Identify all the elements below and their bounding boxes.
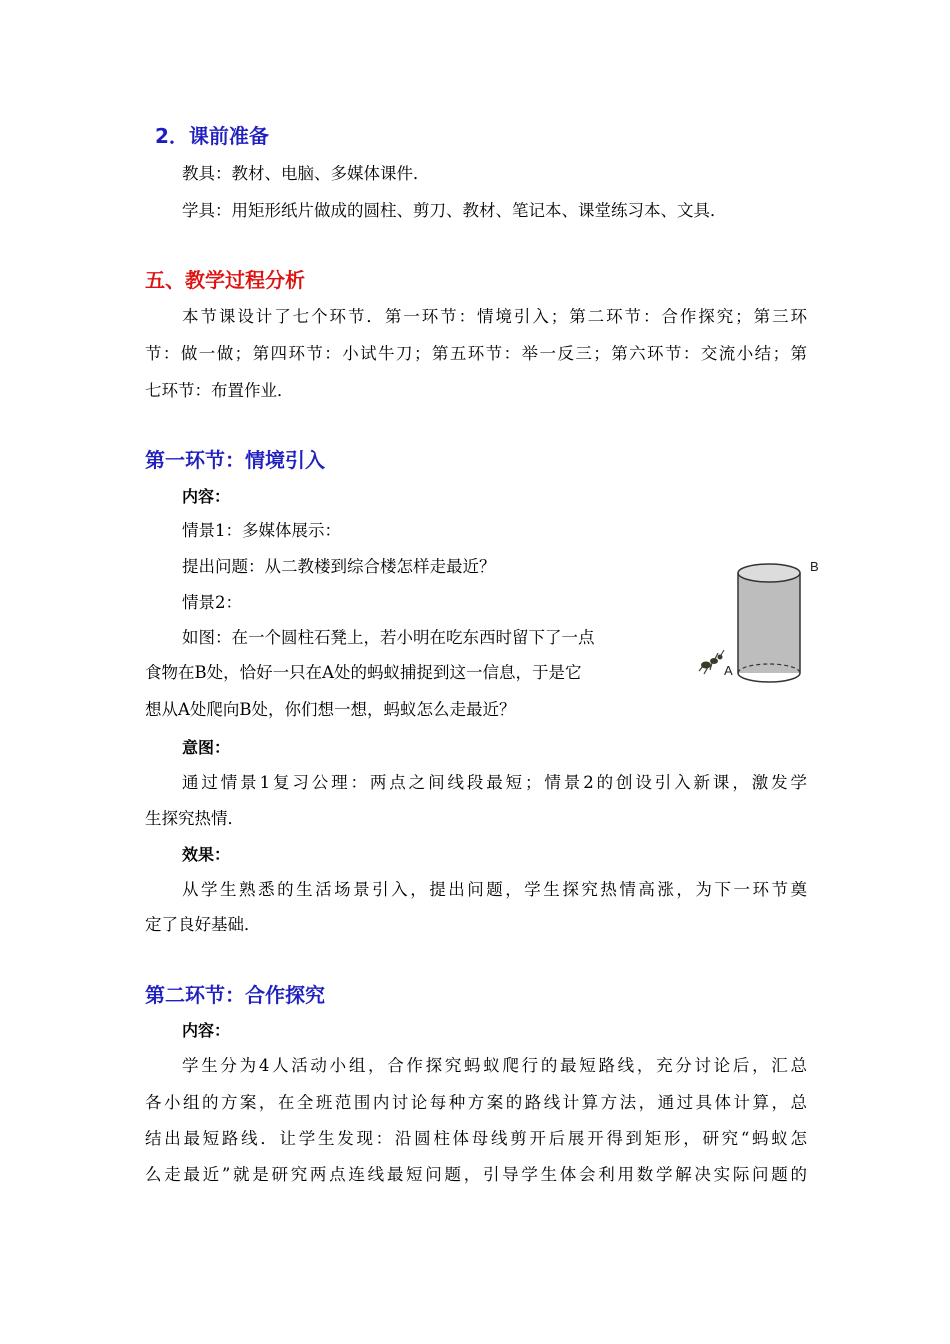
scene2-text-line-2: 食物在B处，恰好一只在A处的蚂蚁捕捉到这一信息，于是它 — [145, 663, 582, 682]
stage2-line-2: 各小组的方案，在全班范围内讨论每种方案的路线计算方法，通过具体计算，总 — [145, 1093, 807, 1112]
scene2-text-line-1: 如图：在一个圆柱石凳上，若小明在吃东西时留下了一点 — [182, 628, 595, 647]
intro-line-3: 七环节：布置作业． — [145, 381, 294, 400]
question-line: 提出问题：从二教楼到综合楼怎样走最近？ — [182, 557, 496, 576]
cylinder-diagram — [690, 553, 830, 693]
cylinder-figure — [690, 553, 830, 693]
cylinder-top — [738, 564, 800, 582]
label-a: A — [724, 663, 733, 678]
section-heading-preparation: 2．课前准备 — [155, 124, 269, 148]
label-b: B — [810, 559, 819, 574]
stage1-effect-label: 效果： — [182, 845, 231, 864]
scene2-text-line-3: 想从A处爬向B处，你们想一想，蚂蚁怎么走最近？ — [145, 700, 516, 719]
student-tools-line: 学具：用矩形纸片做成的圆柱、剪刀、教材、笔记本、课堂练习本、文具． — [182, 201, 727, 220]
stage2-line-4: 么走最近”就是研究两点连线最短问题，引导学生体会利用数学解决实际问题的 — [145, 1165, 807, 1184]
stage1-intent-label: 意图： — [182, 738, 231, 757]
cylinder-bottom-front — [738, 673, 800, 682]
stage1-content-label: 内容： — [182, 487, 231, 506]
scene2-line: 情景2： — [182, 593, 242, 612]
effect-line-2: 定了良好基础． — [145, 915, 261, 934]
intent-line-1: 通过情景1复习公理：两点之间线段最短；情景2的创设引入新课，激发学 — [182, 773, 807, 792]
stage-heading-cooperation: 第二环节：合作探究 — [145, 983, 325, 1007]
intent-line-2: 生探究热情． — [145, 809, 244, 828]
ant-icon — [699, 650, 724, 674]
cylinder-body — [738, 573, 800, 673]
intro-line-2: 节：做一做；第四环节：小试牛刀；第五环节：举一反三；第六环节：交流小结；第 — [145, 344, 807, 363]
intro-line-1: 本节课设计了七个环节．第一环节：情境引入；第二环节：合作探究；第三环 — [182, 307, 807, 326]
stage-heading-situation: 第一环节：情境引入 — [145, 448, 325, 472]
stage2-line-3: 结出最短路线．让学生发现：沿圆柱体母线剪开后展开得到矩形，研究“蚂蚁怎 — [145, 1129, 807, 1148]
stage2-line-1: 学生分为4人活动小组，合作探究蚂蚁爬行的最短路线，充分讨论后，汇总 — [182, 1056, 807, 1075]
scene1-line: 情景1：多媒体展示： — [182, 521, 341, 540]
effect-line-1: 从学生熟悉的生活场景引入，提出问题，学生探究热情高涨，为下一环节奠 — [182, 880, 807, 899]
teacher-tools-line: 教具：教材、电脑、多媒体课件． — [182, 164, 430, 183]
stage2-content-label: 内容： — [182, 1021, 231, 1040]
section-heading-process-analysis: 五、教学过程分析 — [145, 268, 305, 292]
